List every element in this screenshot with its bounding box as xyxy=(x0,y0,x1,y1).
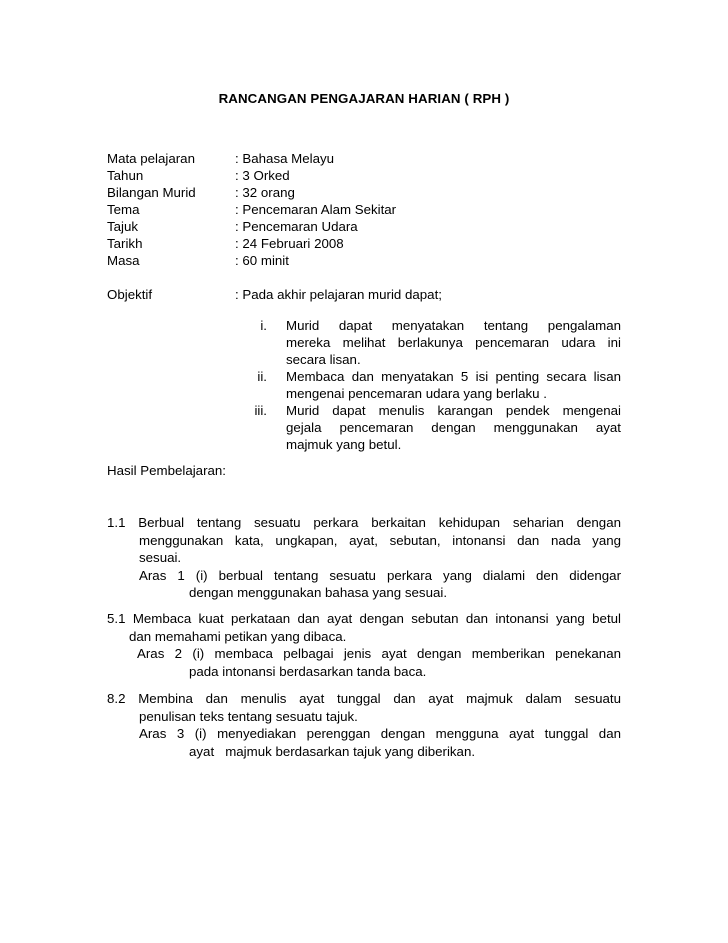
aras-line: pada intonansi berdasarkan tanda baca. xyxy=(189,663,427,679)
hasil-line: penulisan teks tentang sesuatu tajuk. xyxy=(139,708,358,724)
info-value: : 24 Februari 2008 xyxy=(235,236,344,251)
info-value: : 3 Orked xyxy=(235,168,290,183)
objektif-item-number: iii. xyxy=(254,403,267,418)
objektif-list xyxy=(237,317,621,453)
objektif-item xyxy=(237,402,621,453)
hasil-block-5-1 xyxy=(107,610,621,680)
info-label: Tema xyxy=(107,202,140,217)
hasil-line: menggunakan kata, ungkapan, ayat, sebutan, intonansi dan nada yang xyxy=(139,532,621,548)
info-label: Mata pelajaran xyxy=(107,151,195,166)
hasil-pembelajaran-heading: Hasil Pembelajaran: xyxy=(107,463,226,478)
objektif-item-line: Membaca dan menyatakan 5 isi penting secara lisan xyxy=(286,369,621,384)
hasil-line: dan memahami petikan yang dibaca. xyxy=(129,628,347,644)
aras-line: Aras 1 (i) berbual tentang sesuatu perkara yang dialami den didengar xyxy=(139,567,621,583)
page-title: RANCANGAN PENGAJARAN HARIAN ( RPH ) xyxy=(218,91,510,106)
objektif-item-number: i. xyxy=(260,318,267,333)
objektif-item-number: ii. xyxy=(257,369,267,384)
objektif-item-line: majmuk yang betul. xyxy=(286,437,402,452)
hasil-block-8-2 xyxy=(107,690,621,760)
info-value: : Bahasa Melayu xyxy=(235,151,335,166)
objektif-item-line: Murid dapat menyatakan tentang pengalaman xyxy=(286,318,621,333)
objektif-item-line: gejala pencemaran dengan menggunakan ayat xyxy=(286,420,621,435)
objektif-item-line: mereka melihat berlakunya pencemaran udara ini xyxy=(286,335,621,350)
hasil-line: 8.2 Membina dan menulis ayat tunggal dan ayat majmuk dalam sesuatu xyxy=(107,691,621,706)
info-value: : 60 minit xyxy=(235,253,289,268)
hasil-block-1-1 xyxy=(107,514,621,602)
aras-line: ayat majmuk berdasarkan tajuk yang diberikan. xyxy=(189,743,476,759)
aras-line: Aras 2 (i) membaca pelbagai jenis ayat dengan memberikan penekanan xyxy=(137,646,621,661)
aras-line: dengan menggunakan bahasa yang sesuai. xyxy=(189,585,448,600)
aras-line: Aras 3 (i) menyediakan perenggan dengan mengguna ayat tunggal dan xyxy=(139,726,621,741)
info-label: Tahun xyxy=(107,168,144,183)
info-label: Tajuk xyxy=(107,219,139,234)
objektif-item-line: Murid dapat menulis karangan pendek mengenai xyxy=(286,403,621,418)
info-value: : Pencemaran Udara xyxy=(235,219,358,234)
info-value: : Pencemaran Alam Sekitar xyxy=(235,202,397,217)
hasil-line: 1.1 Berbual tentang sesuatu perkara berkaitan kehidupan seharian dengan xyxy=(107,515,621,530)
objektif-intro: : Pada akhir pelajaran murid dapat; xyxy=(235,287,442,302)
info-label: Tarikh xyxy=(107,236,143,251)
hasil-line: sesuai. xyxy=(139,550,182,565)
info-label: Bilangan Murid xyxy=(107,185,196,200)
objektif-label: Objektif xyxy=(107,287,153,302)
info-label: Masa xyxy=(107,253,140,268)
info-value: : 32 orang xyxy=(235,185,295,200)
hasil-line: 5.1 Membaca kuat perkataan dan ayat dengan sebutan dan intonansi yang betul xyxy=(107,611,621,626)
objektif-item-line: secara lisan. xyxy=(286,352,361,367)
objektif-item xyxy=(237,317,621,368)
objektif-item-line: mengenai pencemaran udara yang berlaku . xyxy=(286,386,547,401)
objektif-item xyxy=(237,368,621,402)
